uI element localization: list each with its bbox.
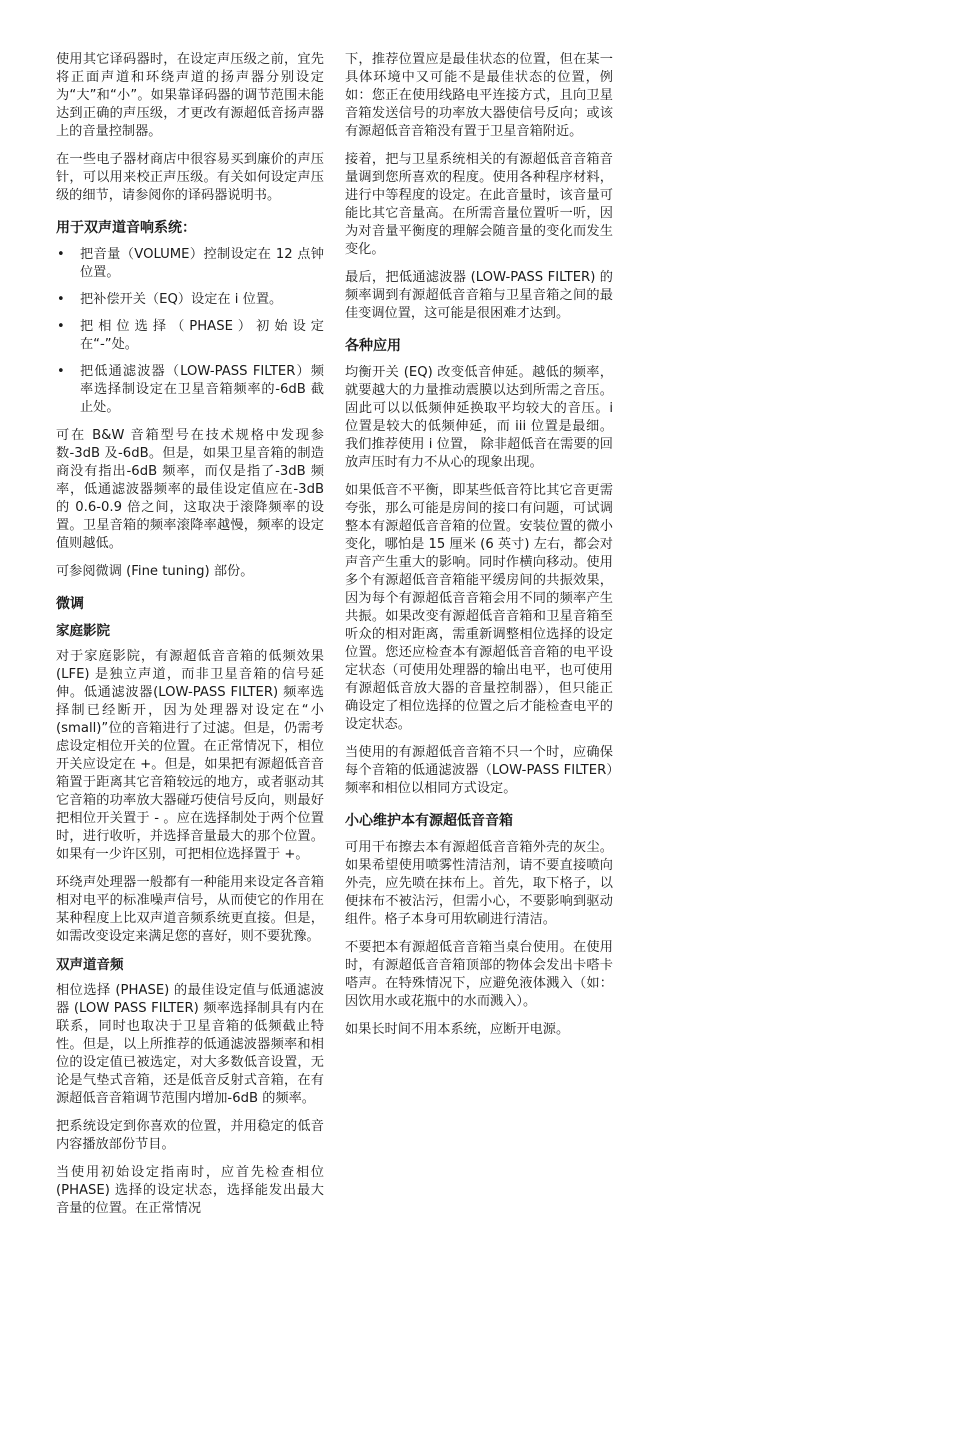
paragraph: 可参阅微调 (Fine tuning) 部份。 [56,564,254,579]
section-heading-care: 小心维护本有源超低音音箱 [345,813,513,829]
bullet-icon: • [57,364,65,379]
paragraph: 可用干布擦去本有源超低音音箱外壳的灰尘。如果希望使用喷雾性清洁剂，请不要直接喷向外壳，应先喷在抹布上。首先，取下格子，以便抹布不被沾污，但需小心，不要影响到驱动组件。格子本身可用软刷进行清洁。 [345,840,613,927]
paragraph: 接着，把与卫星系统相关的有源超低音音箱音量调到您所喜欢的程度。使用各种程序材料，进行中等程度的设定。在此音量时，该音量可能比其它音量高。在所需音量位置听一听，因为对音量平衡度的理解会随音量的变化而发生变化。 [345,152,613,257]
bullet-icon: • [57,319,65,334]
paragraph: 对于家庭影院，有源超低音音箱的低频效果 (LFE) 是独立声道，而非卫星音箱的信号延伸。低通滤波器(LOW-PASS FILTER) 频率选择制已经断开，因为处理器对设定在“小 (small)”位的音箱进行了过滤。但是，仍需考虑设定相位开关的位置。在正常情况下，相位开关应设定在 +。但是，如果把有源超低音音箱置于距离其它音箱较远的地方，或者驱动其它音箱的功率放大器碰巧使信号反向，则最好把相位开关置于 - 。应在选择制处于两个位置时，进行收听，并选择音量最大的那个位置。如果有一少许区别，可把相位选择置于 +。 [56,649,324,862]
paragraph: 使用其它译码器时，在设定声压级之前，宜先将正面声道和环绕声道的扬声器分别设定为“大”和“小”。如果靠译码器的调节范围未能达到正确的声压级，才更改有源超低音扬声器上的音量控制器。 [56,52,324,139]
subheading-home-theater: 家庭影院 [56,623,110,639]
section-heading-fine-tuning: 微调 [56,596,84,612]
paragraph: 不要把本有源超低音音箱当桌台使用。在使用时，有源超低音音箱顶部的物体会发出卡嗒卡嗒声。在特殊情况下，应避免液体溅入（如：因饮用水或花瓶中的水而溅入）。 [345,940,613,1009]
settings-list [56,246,324,417]
section-heading-stereo-systems: 用于双声道音响系统： [56,220,196,236]
paragraph: 相位选择 (PHASE) 的最佳设定值与低通滤波器 (LOW PASS FILTER) 频率选择制具有内在联系，同时也取决于卫星音箱的低频截止特性。但是，以上所推荐的低通滤波器频率和相位的设定值已被选定，对大多数低音设置，无论是气垫式音箱，还是低音反射式音箱，在有源超低音音箱调节范围内增加-6dB 的频率。 [56,983,324,1106]
paragraph: 如果低音不平衡，即某些低音符比其它音更需夸张，那么可能是房间的接口有问题，可试调整本有源超低音音箱的位置。安装位置的微小变化，哪怕是 15 厘米 (6 英寸) 左右，都会对声音产生重大的影响。同时作横向移动。使用多个有源超低音音箱能平缓房间的共振效果，因为每个有源超低音音箱会用不同的频率产生共振。如果改变有源超低音音箱和卫星音箱至听众的相对距离，需重新调整相位选择的设定位置。您还应检查本有源超低音音箱的电平设定状态（可使用处理器的输出电平，也可使用有源超低音放大器的音量控制器），但只能正确设定了相位选择的位置之后才能检查电平的设定状态。 [345,483,613,732]
paragraph: 当使用初始设定指南时，应首先检查相位 (PHASE) 选择的设定状态，选择能发出最大音量的位置。在正常情况 [56,1165,324,1216]
list-item-text: 把相位选择（PHASE）初始设定在“-”处。 [80,319,324,352]
list-item-text: 把补偿开关（EQ）设定在 i 位置。 [80,292,283,307]
paragraph: 下，推荐位置应是最佳状态的位置，但在某一具体环境中又可能不是最佳状态的位置，例如：您正在使用线路电平连接方式，且向卫星音箱发送信号的功率放大器使信号反向；或该有源超低音音箱没有置于卫星音箱附近。 [345,52,613,139]
list-item-text: 把音量（VOLUME）控制设定在 12 点钟位置。 [80,247,324,280]
paragraph: 如果长时间不用本系统，应断开电源。 [345,1022,570,1037]
list-item [56,363,324,417]
paragraph: 最后，把低通滤波器 (LOW-PASS FILTER) 的频率调到有源超低音音箱与卫星音箱之间的最佳变调位置，这可能是很困难才达到。 [345,270,613,321]
paragraph: 在一些电子器材商店中很容易买到廉价的声压针，可以用来校正声压级。有关如何设定声压级的细节，请参阅你的译码器说明书。 [56,152,324,203]
right-column [345,51,613,1049]
section-heading-applications: 各种应用 [345,338,401,354]
paragraph: 环绕声处理器一般都有一种能用来设定各音箱相对电平的标准噪声信号，从而使它的作用在某种程度上比双声道音频系统更直接。但是，如需改变设定来满足您的喜好，则不要犹豫。 [56,875,324,944]
subheading-stereo-audio: 双声道音频 [56,957,124,973]
list-item [56,318,324,354]
paragraph: 均衡开关 (EQ) 改变低音伸延。越低的频率，就要越大的力量推动震膜以达到所需之音压。 固此可以以低频伸延换取平均较大的音压。i 位置是较大的低频伸延，而 iii 位置是最细。我们推荐使用 i 位置， 除非超低音在需要的回放声压时有力不从心的现象出现。 [345,365,613,470]
paragraph: 把系统设定到你喜欢的位置，并用稳定的低音内容播放部份节目。 [56,1119,324,1152]
paragraph: 可在 B&W 音箱型号在技术规格中发现参数-3dB 及-6dB。但是，如果卫星音箱的制造商没有指出-6dB 频率，而仅是指了-3dB 频率，低通滤波器频率的最佳设定值应在-3dB 的 0.6-0.9 倍之间，这取决于滚降频率的设置。卫星音箱的频率滚降率越慢，频率的设定值则越低。 [56,428,324,551]
bullet-icon: • [57,292,65,307]
paragraph: 当使用的有源超低音音箱不只一个时，应确保每个音箱的低通滤波器（LOW-PASS FILTER）频率和相位以相同方式设定。 [345,745,613,796]
list-item [56,291,324,309]
left-column [56,51,324,1228]
list-item-text: 把低通滤波器（LOW-PASS FILTER）频率选择制设定在卫星音箱频率的-6dB 截止处。 [80,364,324,415]
list-item [56,246,324,282]
bullet-icon: • [57,247,65,262]
